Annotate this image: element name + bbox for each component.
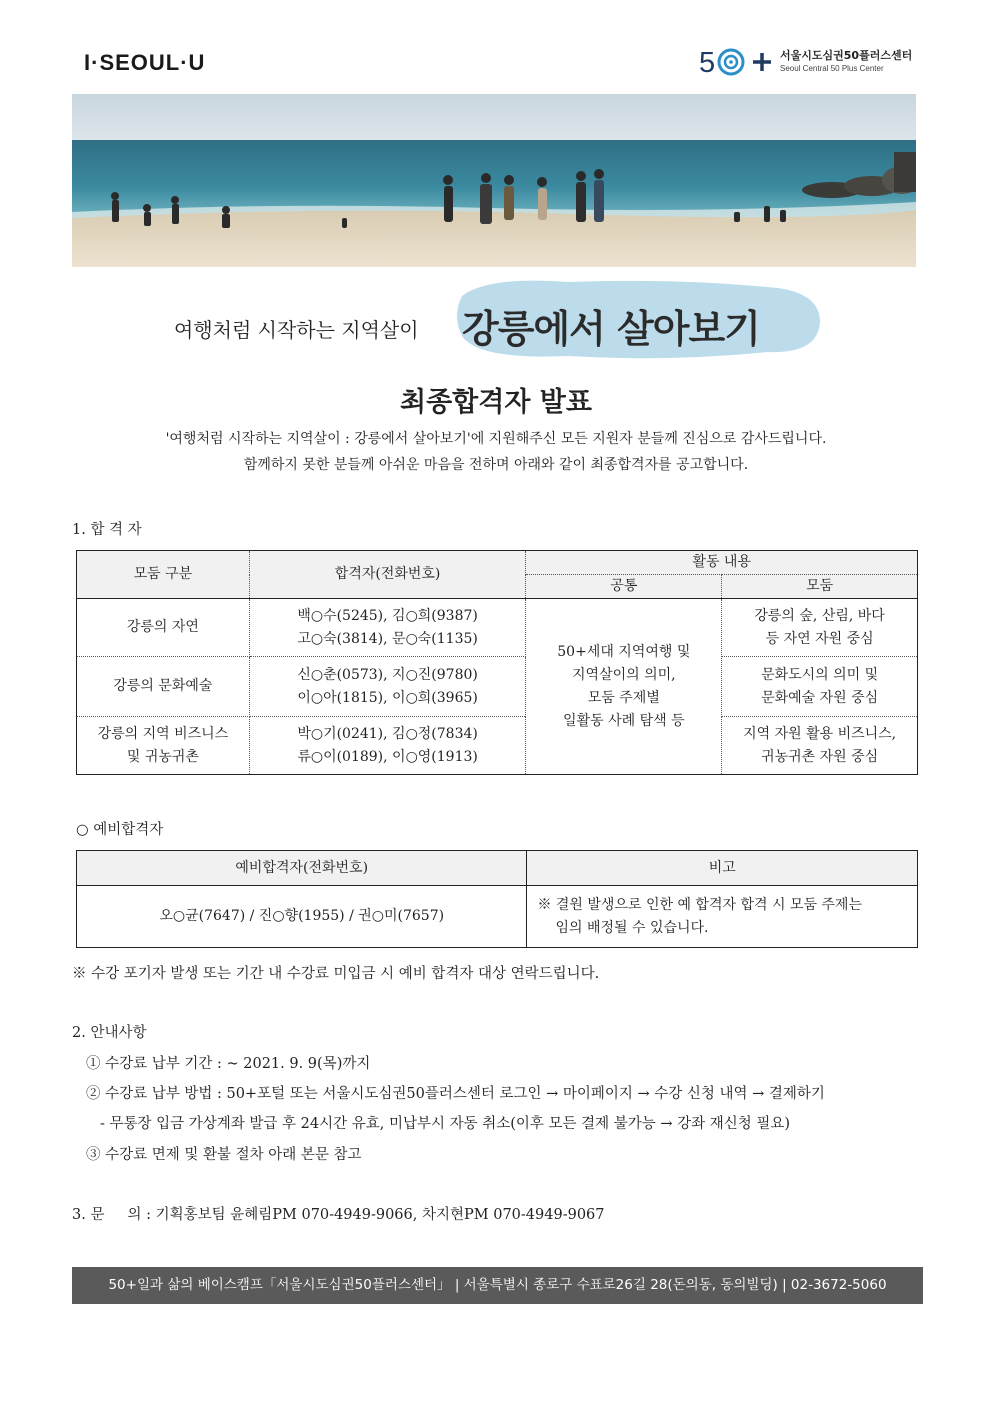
common-line2: 지역살이의 의미, xyxy=(572,666,676,683)
intro-text xyxy=(0,426,992,478)
row2-content-line2: 문화예술 자원 중심 xyxy=(761,689,879,706)
common-line3: 모둠 주제별 xyxy=(587,689,660,706)
row3-group-line2: 및 귀농귀촌 xyxy=(126,748,199,765)
center-logo xyxy=(698,44,912,80)
notice-item-1: ① 수강료 납부 기간 : ~ 2021. 9. 9(목)까지 xyxy=(86,1056,371,1072)
row1-group xyxy=(77,599,250,657)
seoul-logo: I·SEOUL·U xyxy=(84,50,206,75)
row3-content-line2: 귀농귀촌 자원 중심 xyxy=(761,748,879,765)
row1-group-content xyxy=(722,599,918,657)
header-group: 모둠 구분 xyxy=(77,551,250,599)
contact-line: 3. 문 의 : 기획홍보팀 윤혜림PM 070-4949-9066, 차지현PM 070-4949-9067 xyxy=(72,1207,605,1223)
header-group-content: 모둠 xyxy=(722,575,918,599)
announcement-heading: 최종합격자 발표 xyxy=(400,387,592,418)
row2-group xyxy=(77,657,250,717)
common-line4: 일활동 사례 탐색 등 xyxy=(563,712,685,729)
intro-line-1: '여행처럼 시작하는 지역살이 : 강릉에서 살아보기'에 지원해주신 모든 지원자 분들께 진심으로 감사드립니다. xyxy=(165,431,827,447)
program-subtitle: 여행처럼 시작하는 지역살이 xyxy=(174,318,419,342)
row2-group-line1: 강릉의 문화예술 xyxy=(113,678,213,694)
row3-group-content xyxy=(722,717,918,775)
row2-group-content xyxy=(722,657,918,717)
center-name-ko: 서울시도심권50플러스센터 xyxy=(780,49,913,62)
reserve-header-note: 비고 xyxy=(527,851,918,886)
reserve-header-list: 예비합격자(전화번호) xyxy=(77,851,527,886)
notice-item-2-sub: - 무통장 입금 가상계좌 발급 후 24시간 유효, 미납부시 자동 취소(이후 모든 결제 불가능 → 강좌 재신청 필요) xyxy=(100,1116,791,1132)
fifty-plus-logo-icon xyxy=(699,45,773,79)
section1-heading: 1. 합 격 자 xyxy=(72,522,142,538)
row1-content-line1: 강릉의 숲, 산림, 바다 xyxy=(754,607,885,624)
row1-content-line2: 등 자연 자원 중심 xyxy=(765,630,874,647)
section2-heading: 2. 안내사항 xyxy=(72,1025,147,1041)
notice-item-2: ② 수강료 납부 방법 : 50+포털 또는 서울시도심권50플러스센터 로그인 → 마이페이지 → 수강 신청 내역 → 결제하기 xyxy=(86,1086,825,1102)
header-passers: 합격자(전화번호) xyxy=(249,551,526,599)
row3-passers xyxy=(249,717,526,775)
beach-photo xyxy=(72,94,916,267)
row1-passers-line1: 백○수(5245), 김○희(9387) xyxy=(297,607,478,624)
row3-group-line1: 강릉의 지역 비즈니스 xyxy=(97,725,229,742)
row1-group-line1: 강릉의 자연 xyxy=(126,619,199,635)
program-title: 강릉에서 살아보기 xyxy=(462,307,760,351)
row3-passers-line2: 류○이(0189), 이○영(1913) xyxy=(297,748,478,765)
row3-content-line1: 지역 자원 활용 비즈니스, xyxy=(743,725,897,742)
footer-bar: 50+일과 삶의 베이스캠프「서울시도심권50플러스센터」 | 서울특별시 종로구 수표로26길 28(돈의동, 동의빌딩) | 02-3672-5060 xyxy=(72,1267,923,1304)
title-block xyxy=(0,276,992,366)
row3-group xyxy=(77,717,250,775)
reserve-note-line2: 임의 배정될 수 있습니다. xyxy=(555,919,709,936)
reserve-list: 오○균(7647) / 진○향(1955) / 권○미(7657) xyxy=(77,886,527,948)
beach-illustration xyxy=(72,94,916,267)
common-activity xyxy=(526,599,722,775)
reserve-footnote: ※ 수강 포기자 발생 또는 기간 내 수강료 미입금 시 예비 합격자 대상 연락드립니다. xyxy=(72,966,600,982)
notice-item-3: ③ 수강료 면제 및 환불 절차 아래 본문 참고 xyxy=(86,1147,362,1163)
reserve-table xyxy=(76,850,918,948)
common-line1: 50+세대 지역여행 및 xyxy=(557,643,691,660)
center-name-en: Seoul Central 50 Plus Center xyxy=(780,64,884,73)
row1-passers-line2: 고○숙(3814), 문○숙(1135) xyxy=(297,630,478,647)
header-activity: 활동 내용 xyxy=(526,551,918,575)
header-common: 공통 xyxy=(526,575,722,599)
intro-line-2: 함께하지 못한 분들께 아쉬운 마음을 전하며 아래와 같이 최종합격자를 공고합니다. xyxy=(243,457,749,473)
row2-passers xyxy=(249,657,526,717)
row3-passers-line1: 박○기(0241), 김○정(7834) xyxy=(297,725,478,742)
row2-passers-line1: 신○춘(0573), 지○진(9780) xyxy=(297,666,478,683)
row1-passers xyxy=(249,599,526,657)
fifty-plus-mark xyxy=(698,45,774,79)
reserve-note xyxy=(527,886,918,948)
reserve-heading: ○ 예비합격자 xyxy=(76,822,164,838)
row2-passers-line2: 이○아(1815), 이○희(3965) xyxy=(297,689,478,706)
svg-text:5: 5 xyxy=(699,47,716,79)
passers-table xyxy=(76,550,918,775)
row2-content-line1: 문화도시의 의미 및 xyxy=(761,666,879,683)
reserve-note-line1: ※ 결원 발생으로 인한 예 합격자 합격 시 모둠 주제는 xyxy=(537,896,862,913)
